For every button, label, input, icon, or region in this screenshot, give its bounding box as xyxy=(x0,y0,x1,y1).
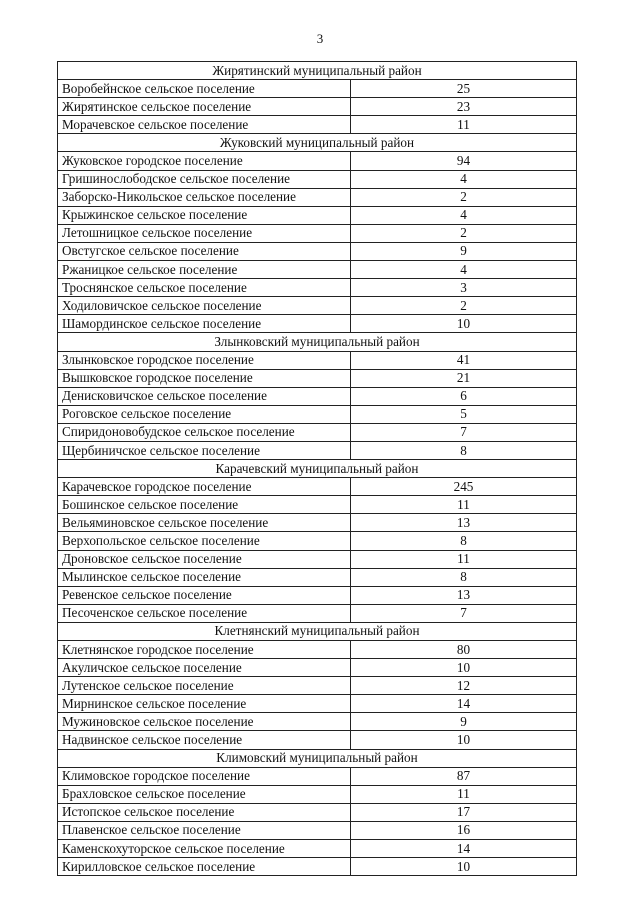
settlement-value: 2 xyxy=(351,224,577,242)
settlement-value: 16 xyxy=(351,821,577,839)
district-header-row xyxy=(58,749,577,767)
table-row xyxy=(58,80,577,98)
settlement-value: 2 xyxy=(351,188,577,206)
settlement-value: 94 xyxy=(351,152,577,170)
settlement-value: 4 xyxy=(351,206,577,224)
settlement-name: Злынковское городское поселение xyxy=(58,351,351,369)
district-header-row xyxy=(58,134,577,152)
table-row xyxy=(58,478,577,496)
table-row xyxy=(58,803,577,821)
settlement-name: Крыжинское сельское поселение xyxy=(58,206,351,224)
table-row xyxy=(58,98,577,116)
settlement-value: 10 xyxy=(351,858,577,876)
settlement-value: 4 xyxy=(351,261,577,279)
settlement-name: Вышковское городское поселение xyxy=(58,369,351,387)
settlement-value: 10 xyxy=(351,315,577,333)
table-row xyxy=(58,170,577,188)
settlement-name: Вельяминовское сельское поселение xyxy=(58,514,351,532)
settlement-name: Жуковское городское поселение xyxy=(58,152,351,170)
table-row xyxy=(58,659,577,677)
settlement-value: 23 xyxy=(351,98,577,116)
settlement-value: 8 xyxy=(351,532,577,550)
settlement-value: 7 xyxy=(351,423,577,441)
settlement-name: Гришинослободское сельское поселение xyxy=(58,170,351,188)
settlement-name: Дроновское сельское поселение xyxy=(58,550,351,568)
settlement-name: Брахловское сельское поселение xyxy=(58,785,351,803)
table-row xyxy=(58,767,577,785)
settlement-value: 11 xyxy=(351,550,577,568)
table-row xyxy=(58,188,577,206)
district-title: Злынковский муниципальный район xyxy=(58,333,577,351)
settlement-name: Роговское сельское поселение xyxy=(58,405,351,423)
settlement-name: Карачевское городское поселение xyxy=(58,478,351,496)
settlement-name: Плавенское сельское поселение xyxy=(58,821,351,839)
table-row xyxy=(58,423,577,441)
settlement-name: Денисковичское сельское поселение xyxy=(58,387,351,405)
table-row xyxy=(58,840,577,858)
page-number: 3 xyxy=(316,31,324,46)
settlements-table xyxy=(57,61,577,876)
table-row xyxy=(58,695,577,713)
settlement-value: 9 xyxy=(351,713,577,731)
table-row xyxy=(58,858,577,876)
settlement-value: 7 xyxy=(351,604,577,622)
settlement-value: 11 xyxy=(351,785,577,803)
table-row xyxy=(58,604,577,622)
settlement-value: 41 xyxy=(351,351,577,369)
table-row xyxy=(58,731,577,749)
settlement-name: Троснянское сельское поселение xyxy=(58,279,351,297)
table-row xyxy=(58,224,577,242)
settlement-name: Морачевское сельское поселение xyxy=(58,116,351,134)
settlement-value: 11 xyxy=(351,496,577,514)
settlement-name: Верхопольское сельское поселение xyxy=(58,532,351,550)
settlement-name: Ржаницкое сельское поселение xyxy=(58,261,351,279)
table-row xyxy=(58,315,577,333)
table-row xyxy=(58,116,577,134)
settlement-value: 8 xyxy=(351,568,577,586)
settlement-value: 87 xyxy=(351,767,577,785)
table-row xyxy=(58,279,577,297)
settlement-value: 11 xyxy=(351,116,577,134)
settlement-value: 3 xyxy=(351,279,577,297)
settlement-name: Овстугское сельское поселение xyxy=(58,242,351,260)
settlement-name: Акуличское сельское поселение xyxy=(58,659,351,677)
district-header-row xyxy=(58,460,577,478)
settlement-value: 13 xyxy=(351,586,577,604)
table-row xyxy=(58,242,577,260)
settlement-name: Мирнинское сельское поселение xyxy=(58,695,351,713)
table-row xyxy=(58,387,577,405)
table-row xyxy=(58,261,577,279)
table-row xyxy=(58,713,577,731)
settlement-name: Кирилловское сельское поселение xyxy=(58,858,351,876)
table-row xyxy=(58,586,577,604)
district-title: Карачевский муниципальный район xyxy=(58,460,577,478)
district-header-row xyxy=(58,333,577,351)
settlement-name: Климовское городское поселение xyxy=(58,767,351,785)
table-row xyxy=(58,821,577,839)
settlement-value: 2 xyxy=(351,297,577,315)
district-title: Клетнянский муниципальный район xyxy=(58,622,577,640)
district-title: Жуковский муниципальный район xyxy=(58,134,577,152)
table-row xyxy=(58,514,577,532)
table-body xyxy=(58,62,577,876)
table-row xyxy=(58,405,577,423)
table-row xyxy=(58,369,577,387)
settlement-value: 8 xyxy=(351,441,577,459)
table-row xyxy=(58,532,577,550)
settlement-value: 10 xyxy=(351,731,577,749)
settlement-value: 14 xyxy=(351,695,577,713)
table-row xyxy=(58,550,577,568)
district-title: Климовский муниципальный район xyxy=(58,749,577,767)
settlement-value: 4 xyxy=(351,170,577,188)
table-row xyxy=(58,568,577,586)
settlement-name: Клетнянское городское поселение xyxy=(58,641,351,659)
settlement-value: 21 xyxy=(351,369,577,387)
settlement-value: 9 xyxy=(351,242,577,260)
table-row xyxy=(58,677,577,695)
settlement-name: Мужиновское сельское поселение xyxy=(58,713,351,731)
district-title: Жирятинский муниципальный район xyxy=(58,62,577,80)
settlement-name: Заборско-Никольское сельское поселение xyxy=(58,188,351,206)
settlement-value: 13 xyxy=(351,514,577,532)
settlement-name: Ревенское сельское поселение xyxy=(58,586,351,604)
settlement-value: 245 xyxy=(351,478,577,496)
table-row xyxy=(58,206,577,224)
settlement-name: Истопское сельское поселение xyxy=(58,803,351,821)
table-row xyxy=(58,785,577,803)
district-header-row xyxy=(58,622,577,640)
settlement-value: 17 xyxy=(351,803,577,821)
settlement-name: Шамординское сельское поселение xyxy=(58,315,351,333)
settlement-value: 10 xyxy=(351,659,577,677)
settlement-value: 25 xyxy=(351,80,577,98)
table-row xyxy=(58,441,577,459)
settlement-name: Спиридоновобудское сельское поселение xyxy=(58,423,351,441)
settlement-value: 80 xyxy=(351,641,577,659)
settlement-name: Ходиловичское сельское поселение xyxy=(58,297,351,315)
table-row xyxy=(58,641,577,659)
settlement-name: Мылинское сельское поселение xyxy=(58,568,351,586)
settlement-name: Воробейнское сельское поселение xyxy=(58,80,351,98)
settlement-name: Лутенское сельское поселение xyxy=(58,677,351,695)
settlement-name: Летошницкое сельское поселение xyxy=(58,224,351,242)
table-row xyxy=(58,297,577,315)
settlement-name: Надвинское сельское поселение xyxy=(58,731,351,749)
settlement-name: Песоченское сельское поселение xyxy=(58,604,351,622)
settlement-value: 12 xyxy=(351,677,577,695)
table-row xyxy=(58,152,577,170)
district-header-row xyxy=(58,62,577,80)
settlement-value: 5 xyxy=(351,405,577,423)
table-row xyxy=(58,351,577,369)
settlement-value: 14 xyxy=(351,840,577,858)
settlement-name: Жирятинское сельское поселение xyxy=(58,98,351,116)
settlement-name: Щербиничское сельское поселение xyxy=(58,441,351,459)
settlement-name: Каменскохуторское сельское поселение xyxy=(58,840,351,858)
settlement-value: 6 xyxy=(351,387,577,405)
table-row xyxy=(58,496,577,514)
settlement-name: Бошинское сельское поселение xyxy=(58,496,351,514)
